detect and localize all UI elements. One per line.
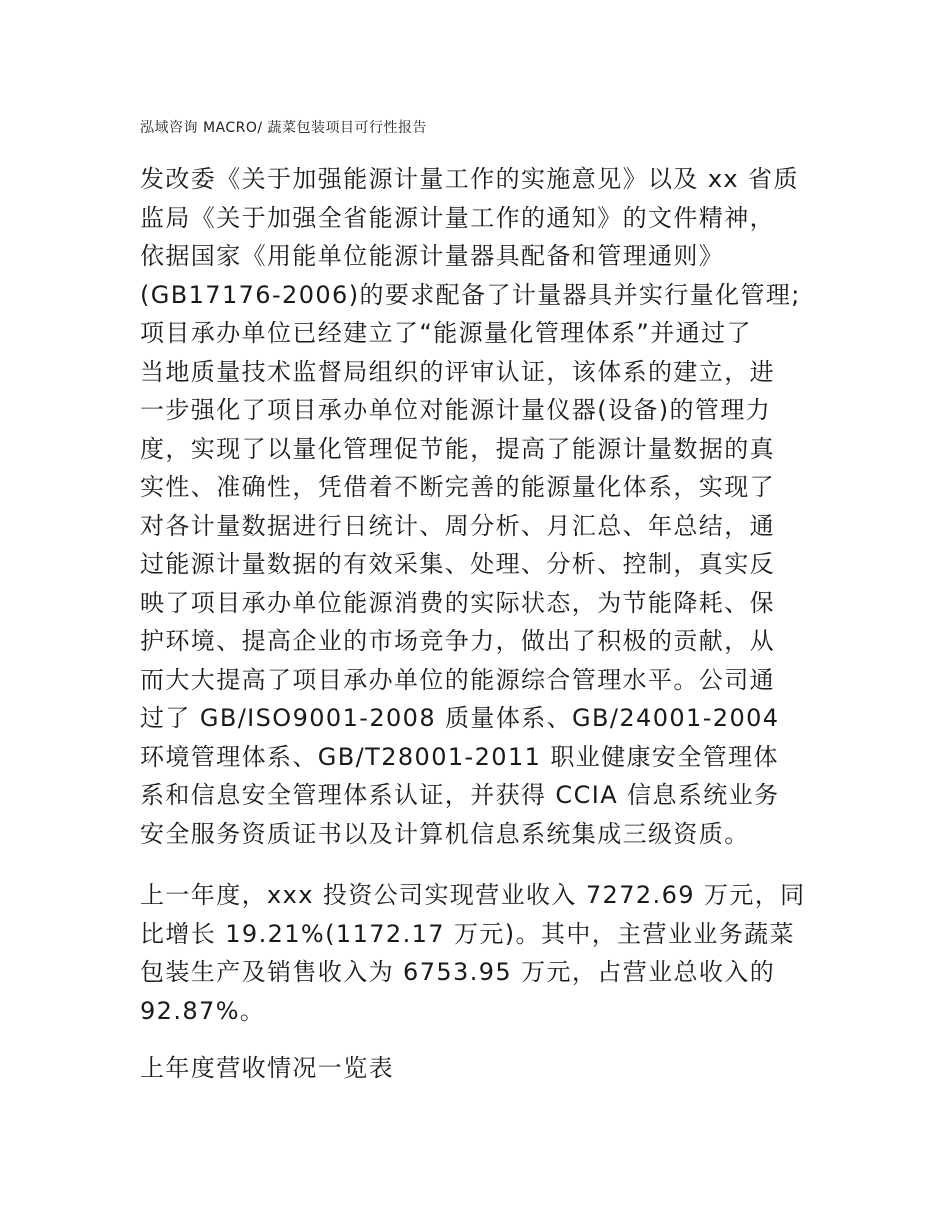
text-line: 环境管理体系、GB/T28001-2011 职业健康安全管理体	[140, 742, 779, 771]
text-line: 发改委《关于加强能源计量工作的实施意见》以及 xx 省质	[140, 165, 799, 193]
text-line: 而大大提高了项目承办单位的能源综合管理水平。公司通	[140, 665, 775, 694]
text-line: 护环境、提高企业的市场竞争力，做出了积极的贡献，从	[140, 627, 775, 655]
text-line: 92.87%。	[140, 996, 266, 1025]
text-line: 当地质量技术监督局组织的评审认证，该体系的建立，进	[140, 357, 775, 386]
text-line: 上一年度，xxx 投资公司实现营业收入 7272.69 万元，同	[140, 881, 806, 909]
paragraph-revenue-summary	[140, 876, 820, 1030]
text-line: 项目承办单位已经建立了“能源量化管理体系”并通过了	[140, 319, 752, 347]
table-caption	[140, 1049, 820, 1088]
running-header: 泓域咨询 MACRO/ 蔬菜包装项目可行性报告	[140, 120, 428, 136]
text-line: 比增长 19.21%(1172.17 万元)。其中，主营业业务蔬菜	[140, 919, 795, 948]
text-line: 依据国家《用能单位能源计量器具配备和管理通则》	[140, 242, 725, 270]
text-line: 对各计量数据进行日统计、周分析、月汇总、年总结，通	[140, 511, 775, 540]
text-line: 过能源计量数据的有效采集、处理、分析、控制，真实反	[140, 550, 775, 578]
text-line: 系和信息安全管理体系认证，并获得 CCIA 信息系统业务	[140, 781, 780, 809]
text-line: 包装生产及销售收入为 6753.95 万元，占营业总收入的	[140, 958, 776, 986]
text-line: 监局《关于加强全省能源计量工作的通知》的文件精神，	[140, 203, 775, 232]
text-line: 过了 GB/ISO9001-2008 质量体系、GB/24001-2004	[140, 704, 780, 732]
text-line: 一步强化了项目承办单位对能源计量仪器(设备)的管理力	[140, 396, 772, 424]
text-line: 映了项目承办单位能源消费的实际状态，为节能降耗、保	[140, 588, 775, 617]
text-line: 实性、准确性，凭借着不断完善的能源量化体系，实现了	[140, 473, 775, 501]
paragraph-energy-management	[140, 160, 820, 853]
caption-text: 上年度营收情况一览表	[140, 1054, 394, 1082]
text-line: 安全服务资质证书以及计算机信息系统集成三级资质。	[140, 819, 750, 848]
text-line: (GB17176-2006)的要求配备了计量器具并实行量化管理;	[140, 280, 801, 309]
text-line: 度，实现了以量化管理促节能，提高了能源计量数据的真	[140, 434, 775, 463]
